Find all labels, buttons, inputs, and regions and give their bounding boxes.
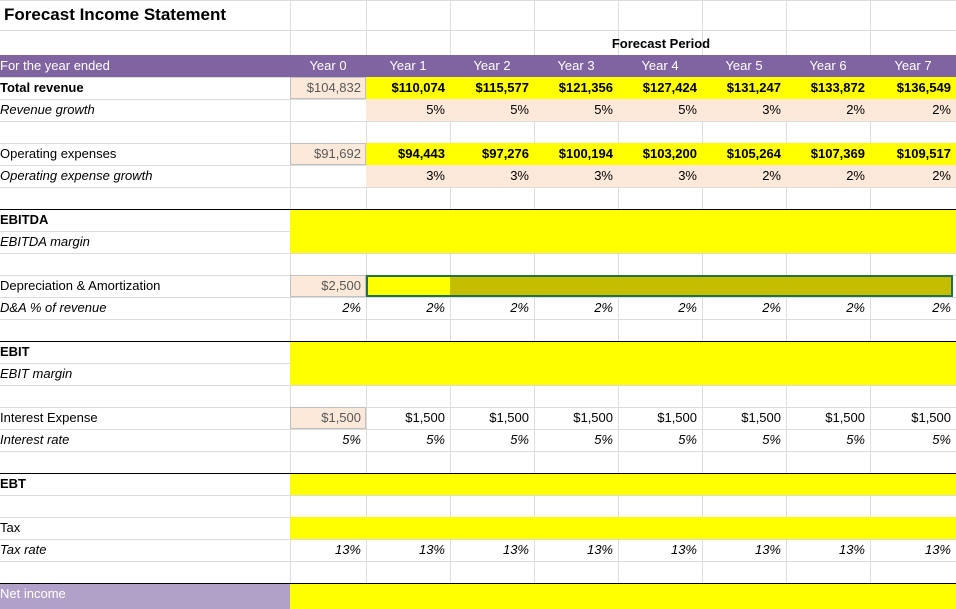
interest-cell[interactable]: $1,500: [741, 410, 781, 425]
revenue-cell[interactable]: $104,832: [306, 80, 361, 95]
row-gridline: [0, 253, 956, 254]
revenue-growth-cell[interactable]: 5%: [426, 102, 445, 117]
interest-rate-cell[interactable]: 5%: [762, 432, 781, 447]
revenue-growth-label[interactable]: Revenue growth: [0, 102, 95, 117]
revenue-cell[interactable]: $133,872: [810, 80, 865, 95]
revenue-cell[interactable]: $127,424: [642, 80, 697, 95]
opex-growth-cell[interactable]: 3%: [594, 168, 613, 183]
interest-cell[interactable]: $1,500: [489, 410, 529, 425]
sheet-title: Forecast Income Statement: [4, 5, 227, 24]
revenue-cell[interactable]: $136,549: [896, 80, 951, 95]
ebit-formula-fill: [290, 341, 956, 385]
header-label[interactable]: For the year ended: [0, 58, 110, 73]
tax-rate-cell[interactable]: 13%: [586, 542, 613, 557]
tax-label[interactable]: Tax: [0, 520, 21, 535]
ebt-label[interactable]: EBT: [0, 476, 26, 491]
row-gridline: [0, 451, 956, 452]
revenue-growth-cell[interactable]: 5%: [678, 102, 697, 117]
row-gridline: [0, 385, 956, 386]
da-pct-cell[interactable]: 2%: [426, 300, 445, 315]
interest-cell[interactable]: $1,500: [825, 410, 865, 425]
revenue-label[interactable]: Total revenue: [0, 80, 84, 95]
interest-label[interactable]: Interest Expense: [0, 410, 98, 425]
opex-growth-cell[interactable]: 3%: [510, 168, 529, 183]
year-header[interactable]: Year 6: [809, 58, 847, 73]
opex-growth-cell[interactable]: 2%: [762, 168, 781, 183]
interest-rate-label[interactable]: Interest rate: [0, 432, 70, 447]
year-header[interactable]: Year 1: [389, 58, 427, 73]
da-pct-cell[interactable]: 2%: [594, 300, 613, 315]
row-gridline: [0, 121, 956, 122]
ebit-label[interactable]: EBIT: [0, 344, 30, 359]
interest-rate-cell[interactable]: 5%: [426, 432, 445, 447]
row-gridline: [0, 495, 956, 496]
tax-rate-cell[interactable]: 13%: [670, 542, 697, 557]
interest-rate-cell[interactable]: 5%: [932, 432, 951, 447]
da-pct-cell[interactable]: 2%: [510, 300, 529, 315]
opex-cell[interactable]: $105,264: [726, 146, 781, 161]
opex-growth-cell[interactable]: 3%: [678, 168, 697, 183]
tax-rate-cell[interactable]: 13%: [418, 542, 445, 557]
da-cell[interactable]: $2,500: [321, 278, 361, 293]
net-income-label[interactable]: Net income: [0, 586, 66, 601]
ebitda-formula-fill: [290, 209, 956, 253]
opex-growth-cell[interactable]: 2%: [932, 168, 951, 183]
opex-growth-cell[interactable]: [290, 165, 366, 187]
tax-rate-cell[interactable]: 13%: [334, 542, 361, 557]
da-pct-cell[interactable]: 2%: [846, 300, 865, 315]
revenue-growth-cell[interactable]: 2%: [846, 102, 865, 117]
da-pct-cell[interactable]: 2%: [762, 300, 781, 315]
opex-cell[interactable]: $94,443: [398, 146, 445, 161]
tax-rate-cell[interactable]: 13%: [502, 542, 529, 557]
revenue-growth-cell[interactable]: 2%: [932, 102, 951, 117]
tax-rate-label[interactable]: Tax rate: [0, 542, 47, 557]
opex-cell[interactable]: $103,200: [642, 146, 697, 161]
interest-rate-cell[interactable]: 5%: [342, 432, 361, 447]
revenue-cell[interactable]: $115,577: [475, 80, 529, 95]
da-pct-label[interactable]: D&A % of revenue: [0, 300, 107, 315]
da-pct-cell[interactable]: 2%: [932, 300, 951, 315]
interest-cell[interactable]: $1,500: [911, 410, 951, 425]
opex-cell[interactable]: $109,517: [896, 146, 951, 161]
opex-growth-label[interactable]: Operating expense growth: [0, 168, 153, 183]
year-header[interactable]: Year 7: [894, 58, 932, 73]
interest-rate-cell[interactable]: 5%: [510, 432, 529, 447]
interest-cell[interactable]: $1,500: [657, 410, 697, 425]
opex-label[interactable]: Operating expenses: [0, 146, 117, 161]
interest-cell[interactable]: $1,500: [405, 410, 445, 425]
opex-cell[interactable]: $107,369: [810, 146, 865, 161]
da-label[interactable]: Depreciation & Amortization: [0, 278, 161, 293]
ebt-formula-fill: [290, 473, 956, 495]
opex-cell[interactable]: $91,692: [314, 146, 361, 161]
row-gridline: [0, 0, 956, 1]
row-gridline: [0, 187, 956, 188]
ebitda-margin-label[interactable]: EBITDA margin: [0, 234, 90, 249]
year-header[interactable]: Year 4: [641, 58, 679, 73]
revenue-growth-cell[interactable]: 5%: [510, 102, 529, 117]
opex-growth-cell[interactable]: 3%: [426, 168, 445, 183]
tax-rate-cell[interactable]: 13%: [754, 542, 781, 557]
row-gridline: [0, 30, 956, 31]
revenue-cell[interactable]: $110,074: [391, 80, 445, 95]
revenue-growth-cell[interactable]: 5%: [594, 102, 613, 117]
year-header[interactable]: Year 2: [473, 58, 511, 73]
opex-cell[interactable]: $97,276: [482, 146, 529, 161]
year-header[interactable]: Year 0: [309, 58, 347, 73]
da-pct-cell[interactable]: 2%: [342, 300, 361, 315]
year-header[interactable]: Year 5: [725, 58, 763, 73]
tax-rate-cell[interactable]: 13%: [838, 542, 865, 557]
selection-outline: [366, 275, 953, 297]
revenue-growth-cell[interactable]: [290, 99, 366, 121]
revenue-growth-cell[interactable]: 3%: [762, 102, 781, 117]
tax-rate-cell[interactable]: 13%: [924, 542, 951, 557]
interest-rate-cell[interactable]: 5%: [594, 432, 613, 447]
interest-rate-cell[interactable]: 5%: [678, 432, 697, 447]
row-gridline: [0, 319, 956, 320]
net-income-formula-fill: [290, 583, 956, 609]
interest-cell[interactable]: $1,500: [321, 410, 361, 425]
year-header[interactable]: Year 3: [557, 58, 595, 73]
opex-growth-cell[interactable]: 2%: [846, 168, 865, 183]
interest-cell[interactable]: $1,500: [573, 410, 613, 425]
ebit-margin-label[interactable]: EBIT margin: [0, 366, 73, 381]
forecast-period-label: Forecast Period: [611, 36, 711, 51]
revenue-cell[interactable]: $131,247: [726, 80, 781, 95]
opex-cell[interactable]: $100,194: [558, 146, 613, 161]
tax-formula-fill: [290, 517, 956, 539]
ebitda-label[interactable]: EBITDA: [0, 212, 49, 227]
revenue-cell[interactable]: $121,356: [558, 80, 613, 95]
row-gridline: [0, 561, 956, 562]
interest-rate-cell[interactable]: 5%: [846, 432, 865, 447]
da-pct-cell[interactable]: 2%: [678, 300, 697, 315]
